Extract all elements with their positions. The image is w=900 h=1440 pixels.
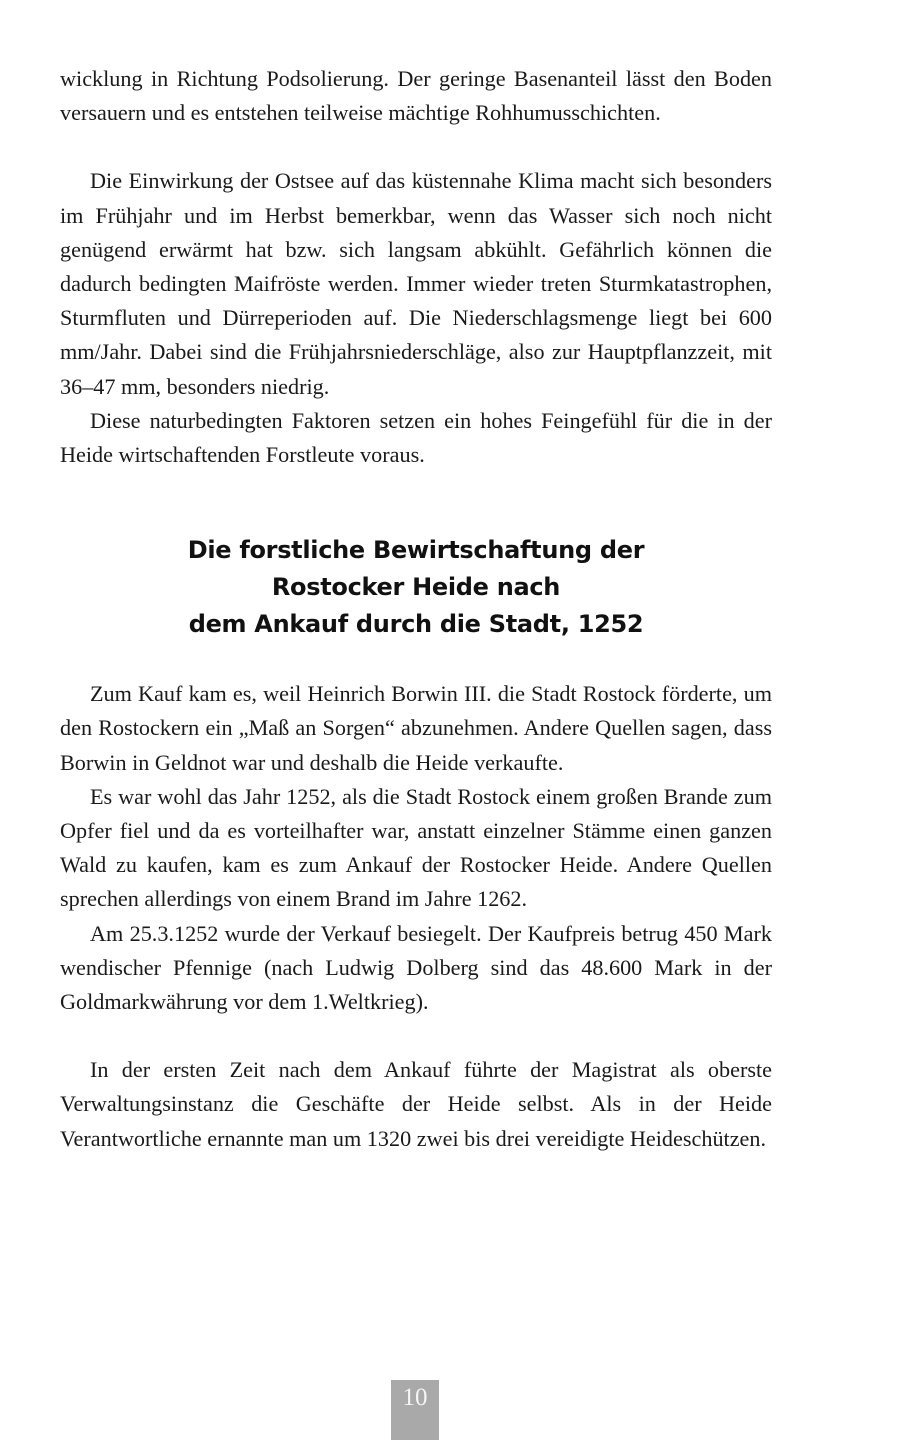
paragraph-podsolierung: wicklung in Richtung Podsolierung. Der geringe Basenanteil lässt den Boden versauern und es entstehen teilweise mächtige Rohhumusschichten. bbox=[60, 66, 772, 126]
paragraph-kaufpreis: Am 25.3.1252 wurde der Verkauf besiegelt. Der Kaufpreis betrug 450 Mark wendischer Pfennige (nach Ludwig Dolberg sind das 48.600 Mark in der Goldmarkwährung vor dem 1.Weltkrieg). bbox=[60, 920, 772, 1015]
section-heading bbox=[60, 532, 772, 643]
paragraph-brand: Es war wohl das Jahr 1252, als die Stadt Rostock einem großen Brande zum Opfer fiel und da es vorteilhafter war, anstatt einzelner Stämme einen ganzen Wald zu kaufen, kam es zum Ankauf der Rostocker Heide. Andere Quellen sprechen allerdings von einem Brand im Jahre 1262. bbox=[60, 783, 772, 912]
page-number-badge: 10 bbox=[391, 1380, 439, 1440]
section-heading-line-3: dem Ankauf durch die Stadt, 1252 bbox=[188, 610, 644, 639]
paragraph-verwaltung: In der ersten Zeit nach dem Ankauf führte der Magistrat als oberste Verwaltungsinstanz die Geschäfte der Heide selbst. Als in der Heide Verantwortliche ernannte man um 1320 zwei bis drei vereidigte Heideschützen. bbox=[60, 1057, 772, 1151]
paragraph-faktoren: Diese naturbedingten Faktoren setzen ein hohes Feingefühl für die in der Heide wirtschaftenden Forstleute voraus. bbox=[60, 407, 772, 468]
section-heading-line-1: Die forstliche Bewirtschaftung der bbox=[187, 536, 645, 565]
paragraph-kauf: Zum Kauf kam es, weil Heinrich Borwin III. die Stadt Rostock förderte, um den Rostockern ein „Maß an Sorgen“ abzunehmen. Andere Quellen sagen, dass Borwin in Geldnot war und deshalb die Heide verkaufte. bbox=[60, 681, 772, 775]
section-heading-line-2: Rostocker Heide nach bbox=[271, 573, 561, 602]
page-body bbox=[60, 62, 772, 1156]
paragraph-klima: Die Einwirkung der Ostsee auf das küstennahe Klima macht sich besonders im Frühjahr und im Herbst bemerkbar, wenn das Wasser sich noch nicht genügend erwärmt hat bzw. sich langsam abkühlt. Gefährlich können die dadurch bedingten Maifröste werden. Immer wieder treten Sturmkatastrophen, Sturmfluten und Dürreperioden auf. Die Niederschlagsmenge liegt bei 600 mm/Jahr. Dabei sind die Frühjahrsniederschläge, also zur Hauptpflanzzeit, mit 36–47 mm, besonders niedrig. bbox=[60, 168, 772, 399]
